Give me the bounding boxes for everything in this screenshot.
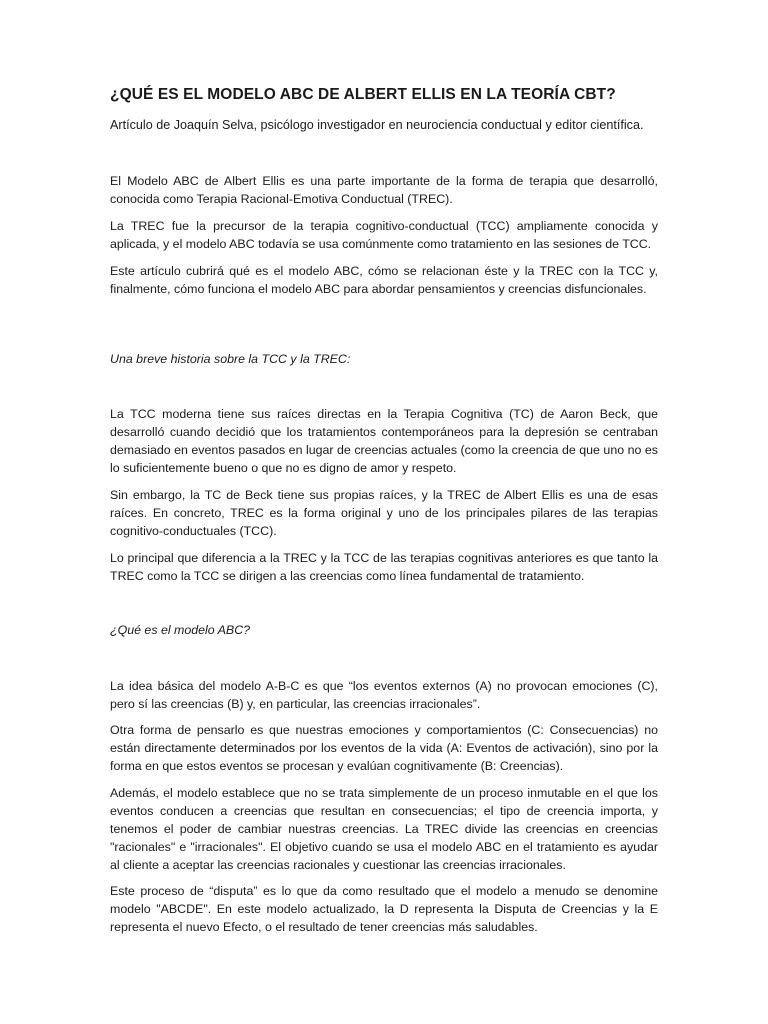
document-page <box>110 0 658 1024</box>
history-paragraph-3: Lo principal que diferencia a la TREC y la TCC de las terapias cognitivas anteriores es que tanto la TREC como la TCC se dirigen a las creencias como línea fundamental de tratamiento. <box>110 551 658 583</box>
article-byline: Artículo de Joaquín Selva, psicólogo investigador en neurociencia conductual y editor científica. <box>110 118 644 132</box>
abc-paragraph-2: Otra forma de pensarlo es que nuestras emociones y comportamientos (C: Consecuencias) no están directamente determinados por los eventos de la vida (A: Eventos de activación), sino por la forma en que estos eventos se procesan y evalúan cognitivamente (B: Creencias). <box>110 723 658 773</box>
intro-paragraph-1: El Modelo ABC de Albert Ellis es una parte importante de la forma de terapia que desarrolló, conocida como Terapia Racional-Emotiva Conductual (TREC). <box>110 174 658 206</box>
abc-paragraph-4: Este proceso de “disputa” es lo que da como resultado que el modelo a menudo se denomine modelo "ABCDE". En este modelo actualizado, la D representa la Disputa de Creencias y la E representa el nuevo Efecto, o el resultado de tener creencias más saludables. <box>110 884 658 934</box>
abc-paragraph-3: Además, el modelo establece que no se trata simplemente de un proceso inmutable en el que los eventos conducen a creencias que resultan en consecuencias; el tipo de creencia importa, y tenemos el poder de cambiar nuestras creencias. La TREC divide las creencias en creencias "racionales" e "irracionales". El objetivo cuando se usa el modelo ABC en el tratamiento es ayudar al cliente a aceptar las creencias racionales y cuestionar las creencias irracionales. <box>110 786 658 872</box>
section-heading-abc-model: ¿Qué es el modelo ABC? <box>110 623 251 637</box>
history-paragraph-2: Sin embargo, la TC de Beck tiene sus propias raíces, y la TREC de Albert Ellis es una de esas raíces. En concreto, TREC es la forma original y uno de los principales pilares de las terapias cognitivo-conductuales (TCC). <box>110 488 658 538</box>
abc-paragraph-1: La idea básica del modelo A-B-C es que “los eventos externos (A) no provocan emociones (C), pero sí las creencias (B) y, en particular, las creencias irracionales”. <box>110 679 658 711</box>
intro-paragraph-3: Este artículo cubrirá qué es el modelo ABC, cómo se relacionan éste y la TREC con la TCC y, finalmente, cómo funciona el modelo ABC para abordar pensamientos y creencias disfuncionales. <box>110 264 658 296</box>
section-heading-history: Una breve historia sobre la TCC y la TREC: <box>110 352 351 366</box>
article-title: ¿QUÉ ES EL MODELO ABC DE ALBERT ELLIS EN LA TEORÍA CBT? <box>110 86 616 103</box>
history-paragraph-1: La TCC moderna tiene sus raíces directas en la Terapia Cognitiva (TC) de Aaron Beck, que desarrolló cuando decidió que los tratamientos contemporáneos para la depresión se centraban demasiado en eventos pasados en lugar de creencias actuales (como la creencia de que uno no es lo suficientemente bueno o que no es digno de amor y respeto. <box>110 407 658 475</box>
intro-paragraph-2: La TREC fue la precursor de la terapia cognitivo-conductual (TCC) ampliamente conocida y aplicada, y el modelo ABC todavía se usa comúnmente como tratamiento en las sesiones de TCC. <box>110 219 658 251</box>
